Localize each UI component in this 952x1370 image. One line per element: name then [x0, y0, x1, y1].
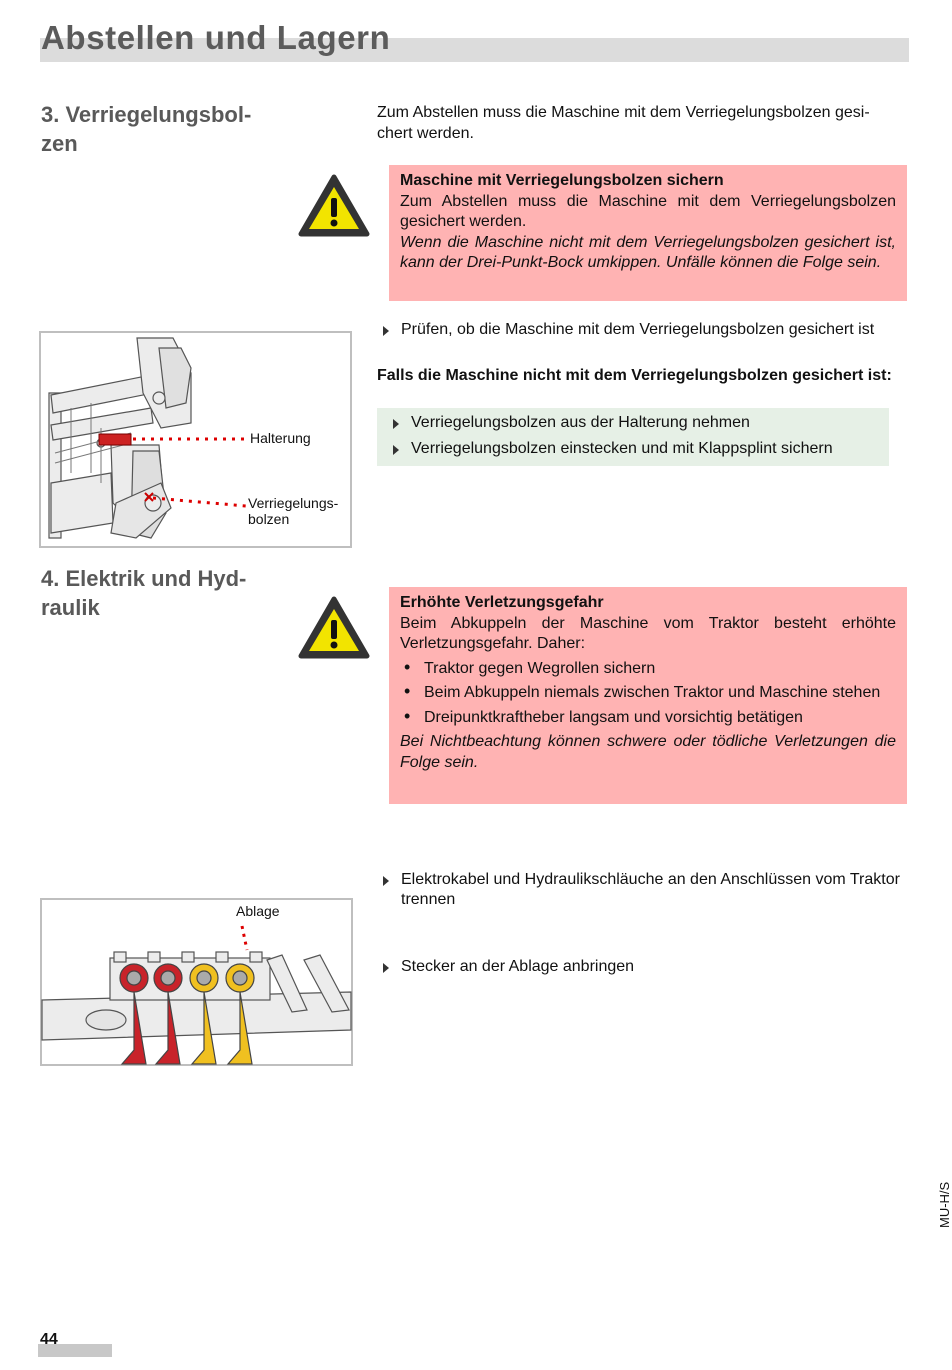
check-step-text: Prüfen, ob die Maschine mit dem Verriegelungsbolzen gesichert ist	[401, 321, 875, 338]
arrow-right-icon	[383, 326, 389, 336]
step-2	[387, 439, 901, 460]
plug-rack-drawing	[42, 900, 351, 1064]
condition-text: Falls die Maschine nicht mit dem Verriegelungsbolzen gesichert ist:	[377, 367, 892, 384]
check-step	[377, 320, 941, 341]
warning-bullet-3: • Dreipunktkraftheber langsam und vorsichtig betätigen	[400, 708, 896, 729]
warning-triangle-icon	[298, 174, 370, 238]
arrow-right-icon	[393, 419, 399, 429]
step-2-text: Verriegelungsbolzen einstecken und mit Klappsplint sichern	[411, 440, 833, 457]
figure-locking-bolt	[39, 331, 352, 548]
intro-line-2: chert werden.	[377, 124, 474, 142]
steps-box	[377, 408, 889, 466]
section-3-intro	[377, 103, 912, 144]
warning-bullet-1: • Traktor gegen Wegrollen sichern	[400, 659, 896, 680]
warning-title: Erhöhte Verletzungsgefahr	[400, 594, 604, 611]
section-4-title	[41, 564, 301, 622]
warning-bullet-2: • Beim Abkuppeln niemals zwischen Traktor und Maschine stehen	[400, 683, 896, 704]
label-bolt-line1: Verriegelungs-	[248, 495, 339, 511]
side-code: MU-H/S	[937, 1181, 952, 1228]
warning-triangle-icon	[298, 596, 370, 660]
warning-consequence: Wenn die Maschine nicht mit dem Verriegelungsbolzen gesichert ist, kann der Drei-Punkt-Bock umkippen. Unfälle können die Folge sein.	[400, 233, 896, 271]
section-4-title-line1: 4. Elektrik und Hyd-	[41, 566, 247, 591]
arrow-right-icon	[383, 876, 389, 886]
step-1-text: Verriegelungsbolzen aus der Halterung nehmen	[411, 414, 750, 431]
section-3-title	[41, 100, 301, 158]
label-halterung: Halterung	[250, 430, 311, 446]
step-1	[387, 413, 901, 434]
arrow-right-icon	[383, 963, 389, 973]
figure-plug-rack	[40, 898, 353, 1066]
label-verriegelungsbolzen	[248, 495, 338, 527]
label-bolt-line2: bolzen	[248, 511, 290, 527]
warning-box-injury	[389, 587, 907, 804]
warning-box-verriegelung	[389, 165, 907, 301]
section-4-title-line2: raulik	[41, 595, 100, 620]
page-number: 44	[40, 1331, 58, 1348]
arrow-right-icon	[393, 445, 399, 455]
section-3-title-line2: zen	[41, 131, 78, 156]
label-ablage: Ablage	[236, 903, 280, 919]
step-disconnect-text: Elektrokabel und Hydraulikschläuche an den Anschlüssen vom Traktor trennen	[401, 870, 900, 908]
warning-body: Zum Abstellen muss die Maschine mit dem Verriegelungsbolzen gesichert werden.	[400, 192, 896, 230]
section-3-title-line1: 3. Verriegelungsbol-	[41, 102, 252, 127]
intro-line-1: Zum Abstellen muss die Maschine mit dem Verriegelungsbolzen gesi-	[377, 104, 870, 121]
step-store-plugs	[377, 957, 911, 978]
step-disconnect	[377, 870, 911, 911]
warning-body: Beim Abkuppeln der Maschine vom Traktor besteht erhöhte Verletzungsgefahr. Daher:	[400, 614, 896, 652]
warning-title: Maschine mit Verriegelungsbolzen sichern	[400, 172, 724, 189]
step-store-plugs-text: Stecker an der Ablage anbringen	[401, 957, 635, 975]
page-title: Abstellen und Lagern	[41, 19, 391, 56]
warning-consequence: Bei Nichtbeachtung können schwere oder tödliche Verletzungen die Folge sein.	[400, 733, 896, 771]
